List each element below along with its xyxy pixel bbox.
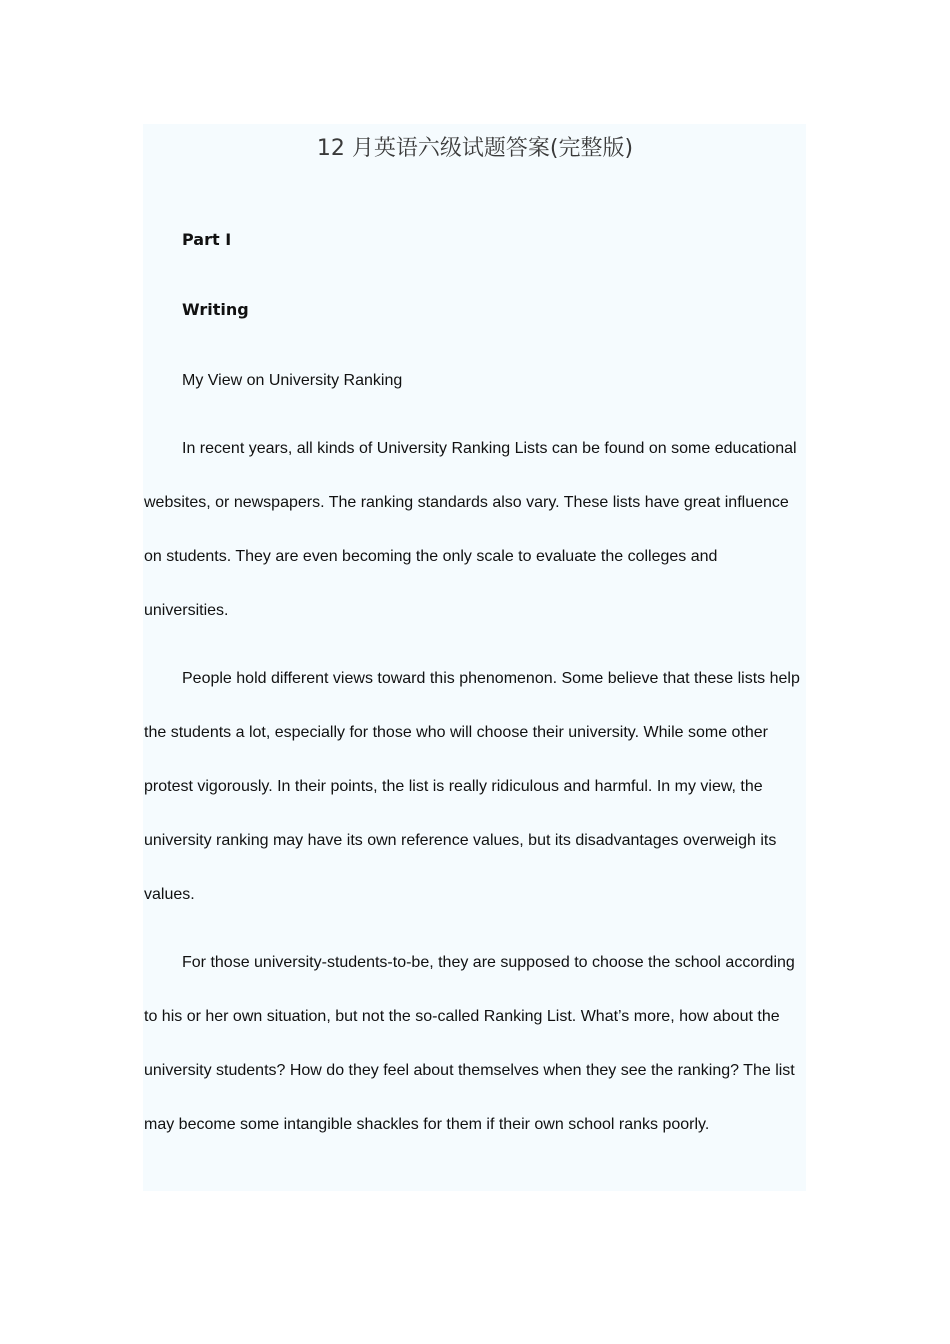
essay-title: My View on University Ranking: [182, 372, 403, 389]
part-heading: Part Ⅰ: [182, 230, 232, 249]
document-title: 12 月英语六级试题答案(完整版): [316, 136, 634, 161]
paragraph-3: For those university-students-to-be, they are supposed to choose the school according to his or her own situation, but not the so-called Ranking List. What’s more, how about the university students? How do they feel about themselves when they see the ranking? The list may become some intangible shackles for them if their own school ranks poorly.: [144, 954, 795, 1133]
paragraph-2: People hold different views toward this phenomenon. Some believe that these lists help the students a lot, especially for those who will choose their university. While some other protest vigorously. In their points, the list is really ridiculous and harmful. In my view, the university ranking may have its own reference values, but its disadvantages overweigh its values.: [144, 670, 800, 903]
paragraph-1: In recent years, all kinds of University Ranking Lists can be found on some educational websites, or newspapers. The ranking standards also vary. These lists have great influence on students. They are even becoming the only scale to evaluate the colleges and universities.: [144, 440, 797, 619]
section-heading: Writing: [182, 300, 249, 319]
